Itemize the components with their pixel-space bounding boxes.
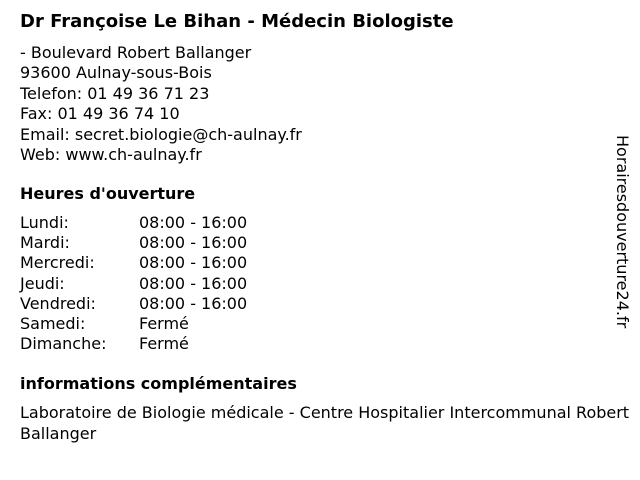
additional-info-text: Laboratoire de Biologie médicale - Centre Hospitalier Intercommunal Robert Ballanger (20, 403, 630, 443)
hours-value: Fermé (139, 313, 189, 333)
city-line: 93600 Aulnay-sous-Bois (20, 63, 212, 83)
page-title: Dr Françoise Le Bihan - Médecin Biologiste (20, 11, 454, 32)
day-label: Jeudi: (20, 273, 65, 293)
day-label: Mardi: (20, 233, 70, 253)
hours-value: Fermé (139, 334, 189, 354)
hours-value: 08:00 - 16:00 (139, 233, 248, 253)
day-label: Vendredi: (20, 293, 96, 313)
web-line: Web: www.ch-aulnay.fr (20, 145, 202, 165)
day-label: Lundi: (20, 213, 69, 232)
day-label: Mercredi: (20, 253, 95, 273)
contact-block (20, 43, 302, 165)
address-line: - Boulevard Robert Ballanger (20, 43, 252, 62)
phone-line: Telefon: 01 49 36 71 23 (20, 83, 210, 103)
hours-value: 08:00 - 16:00 (139, 293, 248, 313)
hours-value: 08:00 - 16:00 (139, 213, 248, 232)
hours-value: 08:00 - 16:00 (139, 273, 248, 293)
email-line: Email: secret.biologie@ch-aulnay.fr (20, 124, 302, 144)
site-watermark: Horairesdouverture24.fr (613, 135, 632, 329)
additional-info-heading: informations complémentaires (20, 374, 297, 393)
day-label: Dimanche: (20, 334, 107, 354)
fax-line: Fax: 01 49 36 74 10 (20, 104, 180, 124)
opening-hours-heading: Heures d'ouverture (20, 184, 196, 203)
hours-value: 08:00 - 16:00 (139, 253, 248, 273)
day-label: Samedi: (20, 313, 86, 333)
